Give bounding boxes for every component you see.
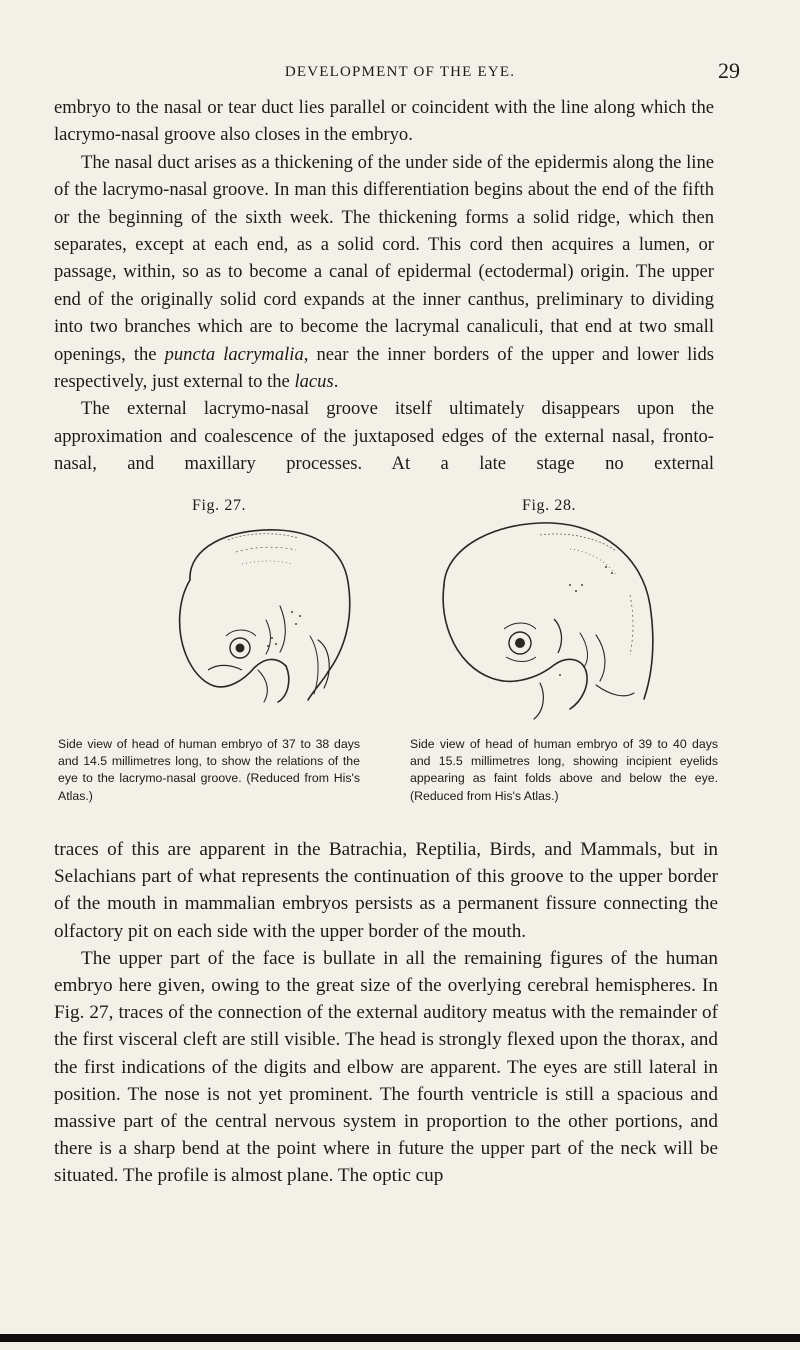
paragraph-continued: embryo to the nasal or tear duct lies parallel or coincident with the line along which the lacrymo-nasal groove also closes in the embryo. — [54, 97, 714, 146]
italic-term-puncta: puncta lacrymalia — [164, 343, 304, 365]
paragraph-traces: traces of this are apparent in the Batrachia, Reptilia, Birds, and Mammals, but in Selachians part of what represents the continuation of this groove to the upper border of the mouth in mammalian embryos persists as a permanent fissure connecting the olfactory pit on each side with the upper border of the mouth. — [54, 839, 718, 942]
running-head — [60, 58, 740, 82]
paragraph-nasal-duct — [54, 149, 714, 396]
figure-28-embryo-illustration — [420, 515, 668, 725]
figure-28-caption: Side view of head of human embryo of 39 to 40 days and 15.5 millimetres long, showing incipient eyelids appearing as faint folds above and below the eye. (Reduced from His's Atlas.) — [410, 737, 718, 803]
italic-term-lacus: lacus — [294, 371, 334, 393]
page-number: 29 — [718, 58, 740, 83]
paragraph-text: . — [333, 371, 339, 393]
body-text-top — [54, 94, 714, 478]
figure-28-label: Fig. 28. — [522, 497, 577, 514]
body-text-bottom — [54, 836, 718, 1190]
paragraph-text: , near the inner borders of the upper and lower lids respectively, just external to the — [54, 343, 714, 393]
figure-27-caption: Side view of head of human embryo of 37 to 38 days and 14.5 millimetres long, to show the relations of the eye to the lacrymo-nasal groove. (Reduced from His's Atlas.) — [58, 737, 360, 803]
figure-27-embryo-illustration — [168, 520, 360, 706]
page-bottom-edge — [0, 1334, 800, 1342]
running-title: DEVELOPMENT OF THE EYE. — [284, 64, 516, 80]
paragraph-groove: The external lacrymo-nasal groove itself ultimately disappears upon the approximation and coalescence of the juxtaposed edges of the external nasal, fronto-nasal, and maxillary processes. At a late stage no external — [54, 398, 714, 475]
figure-27-label: Fig. 27. — [192, 497, 247, 514]
paragraph-bullate: The upper part of the face is bullate in all the remaining figures of the human embryo here given, owing to the great size of the overlying cerebral hemispheres. In Fig. 27, traces of the connection of the external auditory meatus with the remainder of the first visceral cleft are still visible. The head is strongly flexed upon the thorax, and the first indications of the digits and elbow are apparent. The eyes are still lateral in position. The nose is not yet prominent. The fourth ventricle is still a spacious and massive part of the central nervous system in proportion to the other portions, and there is a sharp bend at the point where in future the upper part of the neck will be situated. The profile is almost plane. The optic cup — [54, 947, 718, 1187]
paragraph-text: The nasal duct arises as a thickening of the under side of the epidermis along the line of the lacrymo-nasal groove. In man this differentiation begins about the end of the fifth or the beginning of the sixth week. The thickening forms a solid ridge, which then separates, except at each end, as a solid cord. This cord then acquires a lumen, or passage, within, so as to become a canal of epidermal (ectodermal) origin. The upper end of the originally solid cord expands at the inner canthus, preliminary to dividing into two branches which are to become the lacrymal canaliculi, that end at two small openings, the — [54, 151, 714, 365]
